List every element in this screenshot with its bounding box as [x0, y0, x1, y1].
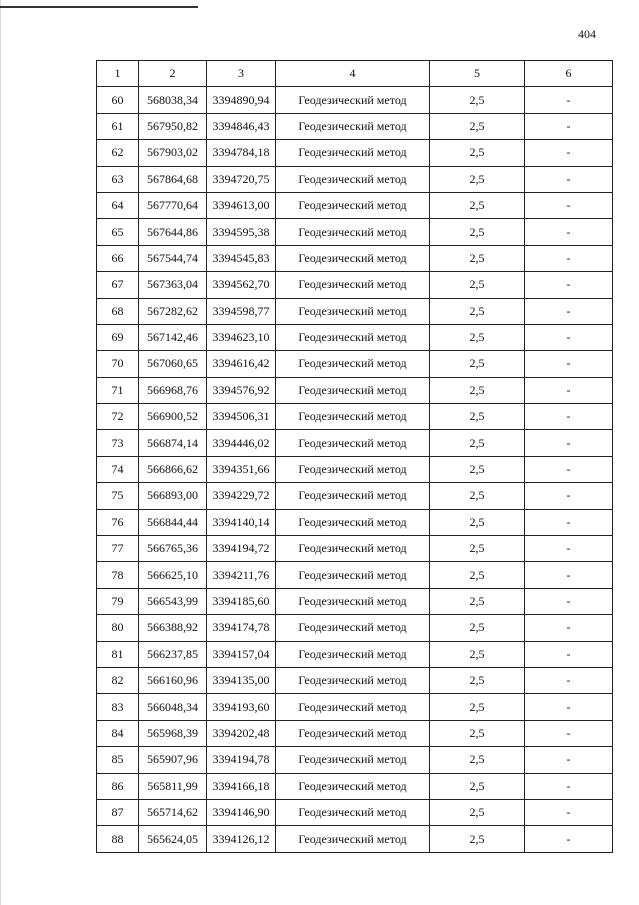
y-coordinate-cell: 3394784,18 [207, 140, 276, 166]
x-coordinate-cell: 566048,34 [139, 694, 207, 720]
point-number-cell: 61 [97, 113, 139, 139]
column-header: 5 [430, 61, 525, 87]
y-coordinate-cell: 3394846,43 [207, 113, 276, 139]
point-number-cell: 68 [97, 298, 139, 324]
method-cell: Геодезический метод [276, 509, 430, 535]
accuracy-cell: 2,5 [430, 456, 525, 482]
table-row [97, 615, 613, 641]
y-coordinate-cell: 3394140,14 [207, 509, 276, 535]
method-cell: Геодезический метод [276, 166, 430, 192]
point-number-cell: 88 [97, 826, 139, 852]
point-number-cell: 85 [97, 747, 139, 773]
note-cell: - [525, 799, 613, 825]
y-coordinate-cell: 3394720,75 [207, 166, 276, 192]
x-coordinate-cell: 567950,82 [139, 113, 207, 139]
point-number-cell: 74 [97, 456, 139, 482]
note-cell: - [525, 351, 613, 377]
method-cell: Геодезический метод [276, 562, 430, 588]
point-number-cell: 62 [97, 140, 139, 166]
x-coordinate-cell: 567903,02 [139, 140, 207, 166]
accuracy-cell: 2,5 [430, 641, 525, 667]
method-cell: Геодезический метод [276, 245, 430, 271]
table-row [97, 456, 613, 482]
accuracy-cell: 2,5 [430, 536, 525, 562]
point-number-cell: 81 [97, 641, 139, 667]
method-cell: Геодезический метод [276, 351, 430, 377]
table-row [97, 113, 613, 139]
method-cell: Геодезический метод [276, 324, 430, 350]
method-cell: Геодезический метод [276, 799, 430, 825]
table-row [97, 509, 613, 535]
y-coordinate-cell: 3394623,10 [207, 324, 276, 350]
note-cell: - [525, 377, 613, 403]
point-number-cell: 87 [97, 799, 139, 825]
page-edge [0, 0, 1, 905]
method-cell: Геодезический метод [276, 773, 430, 799]
y-coordinate-cell: 3394135,00 [207, 667, 276, 693]
column-header: 6 [525, 61, 613, 87]
table-row [97, 87, 613, 113]
note-cell: - [525, 694, 613, 720]
x-coordinate-cell: 566844,44 [139, 509, 207, 535]
table-row [97, 298, 613, 324]
table-row [97, 720, 613, 746]
note-cell: - [525, 298, 613, 324]
note-cell: - [525, 87, 613, 113]
page-number: 404 [578, 27, 596, 41]
accuracy-cell: 2,5 [430, 324, 525, 350]
table-row [97, 536, 613, 562]
header-rule [0, 6, 198, 8]
note-cell: - [525, 588, 613, 614]
accuracy-cell: 2,5 [430, 562, 525, 588]
y-coordinate-cell: 3394562,70 [207, 272, 276, 298]
y-coordinate-cell: 3394157,04 [207, 641, 276, 667]
method-cell: Геодезический метод [276, 430, 430, 456]
accuracy-cell: 2,5 [430, 140, 525, 166]
method-cell: Геодезический метод [276, 588, 430, 614]
accuracy-cell: 2,5 [430, 87, 525, 113]
table-row [97, 826, 613, 852]
accuracy-cell: 2,5 [430, 747, 525, 773]
x-coordinate-cell: 567142,46 [139, 324, 207, 350]
method-cell: Геодезический метод [276, 694, 430, 720]
x-coordinate-cell: 567060,65 [139, 351, 207, 377]
method-cell: Геодезический метод [276, 404, 430, 430]
point-number-cell: 80 [97, 615, 139, 641]
note-cell: - [525, 219, 613, 245]
note-cell: - [525, 509, 613, 535]
accuracy-cell: 2,5 [430, 351, 525, 377]
point-number-cell: 77 [97, 536, 139, 562]
x-coordinate-cell: 566237,85 [139, 641, 207, 667]
coordinates-table [96, 60, 613, 853]
method-cell: Геодезический метод [276, 641, 430, 667]
note-cell: - [525, 404, 613, 430]
accuracy-cell: 2,5 [430, 377, 525, 403]
note-cell: - [525, 615, 613, 641]
column-header: 3 [207, 61, 276, 87]
accuracy-cell: 2,5 [430, 667, 525, 693]
point-number-cell: 67 [97, 272, 139, 298]
table-row [97, 351, 613, 377]
y-coordinate-cell: 3394446,02 [207, 430, 276, 456]
method-cell: Геодезический метод [276, 113, 430, 139]
note-cell: - [525, 562, 613, 588]
note-cell: - [525, 245, 613, 271]
note-cell: - [525, 667, 613, 693]
accuracy-cell: 2,5 [430, 694, 525, 720]
table-row [97, 641, 613, 667]
note-cell: - [525, 826, 613, 852]
table-row [97, 483, 613, 509]
y-coordinate-cell: 3394545,83 [207, 245, 276, 271]
x-coordinate-cell: 566160,96 [139, 667, 207, 693]
y-coordinate-cell: 3394576,92 [207, 377, 276, 403]
note-cell: - [525, 113, 613, 139]
note-cell: - [525, 192, 613, 218]
table-row [97, 324, 613, 350]
table-row [97, 192, 613, 218]
point-number-cell: 79 [97, 588, 139, 614]
accuracy-cell: 2,5 [430, 298, 525, 324]
accuracy-cell: 2,5 [430, 720, 525, 746]
x-coordinate-cell: 566765,36 [139, 536, 207, 562]
method-cell: Геодезический метод [276, 483, 430, 509]
accuracy-cell: 2,5 [430, 615, 525, 641]
table-row [97, 404, 613, 430]
accuracy-cell: 2,5 [430, 483, 525, 509]
column-header: 4 [276, 61, 430, 87]
table-header-row [97, 61, 613, 87]
y-coordinate-cell: 3394166,18 [207, 773, 276, 799]
method-cell: Геодезический метод [276, 192, 430, 218]
point-number-cell: 71 [97, 377, 139, 403]
method-cell: Геодезический метод [276, 298, 430, 324]
method-cell: Геодезический метод [276, 720, 430, 746]
x-coordinate-cell: 565714,62 [139, 799, 207, 825]
point-number-cell: 65 [97, 219, 139, 245]
method-cell: Геодезический метод [276, 377, 430, 403]
x-coordinate-cell: 565968,39 [139, 720, 207, 746]
x-coordinate-cell: 566388,92 [139, 615, 207, 641]
accuracy-cell: 2,5 [430, 166, 525, 192]
x-coordinate-cell: 566625,10 [139, 562, 207, 588]
accuracy-cell: 2,5 [430, 826, 525, 852]
table-body [97, 87, 613, 852]
method-cell: Геодезический метод [276, 615, 430, 641]
x-coordinate-cell: 567770,64 [139, 192, 207, 218]
y-coordinate-cell: 3394202,48 [207, 720, 276, 746]
point-number-cell: 63 [97, 166, 139, 192]
y-coordinate-cell: 3394194,78 [207, 747, 276, 773]
column-header: 2 [139, 61, 207, 87]
table-row [97, 219, 613, 245]
note-cell: - [525, 456, 613, 482]
table-row [97, 166, 613, 192]
accuracy-cell: 2,5 [430, 192, 525, 218]
note-cell: - [525, 773, 613, 799]
method-cell: Геодезический метод [276, 87, 430, 113]
table-row [97, 799, 613, 825]
point-number-cell: 78 [97, 562, 139, 588]
note-cell: - [525, 747, 613, 773]
y-coordinate-cell: 3394351,66 [207, 456, 276, 482]
note-cell: - [525, 324, 613, 350]
y-coordinate-cell: 3394185,60 [207, 588, 276, 614]
method-cell: Геодезический метод [276, 219, 430, 245]
y-coordinate-cell: 3394595,38 [207, 219, 276, 245]
y-coordinate-cell: 3394126,12 [207, 826, 276, 852]
accuracy-cell: 2,5 [430, 113, 525, 139]
table-row [97, 562, 613, 588]
y-coordinate-cell: 3394174,78 [207, 615, 276, 641]
x-coordinate-cell: 567363,04 [139, 272, 207, 298]
y-coordinate-cell: 3394890,94 [207, 87, 276, 113]
table-row [97, 140, 613, 166]
table-row [97, 588, 613, 614]
x-coordinate-cell: 565624,05 [139, 826, 207, 852]
note-cell: - [525, 140, 613, 166]
point-number-cell: 84 [97, 720, 139, 746]
table-row [97, 377, 613, 403]
x-coordinate-cell: 567864,68 [139, 166, 207, 192]
x-coordinate-cell: 566893,00 [139, 483, 207, 509]
table-row [97, 667, 613, 693]
y-coordinate-cell: 3394193,60 [207, 694, 276, 720]
table-row [97, 430, 613, 456]
point-number-cell: 73 [97, 430, 139, 456]
x-coordinate-cell: 567644,86 [139, 219, 207, 245]
point-number-cell: 82 [97, 667, 139, 693]
accuracy-cell: 2,5 [430, 799, 525, 825]
x-coordinate-cell: 566866,62 [139, 456, 207, 482]
method-cell: Геодезический метод [276, 536, 430, 562]
point-number-cell: 70 [97, 351, 139, 377]
note-cell: - [525, 272, 613, 298]
point-number-cell: 75 [97, 483, 139, 509]
note-cell: - [525, 430, 613, 456]
y-coordinate-cell: 3394146,90 [207, 799, 276, 825]
column-header: 1 [97, 61, 139, 87]
x-coordinate-cell: 565907,96 [139, 747, 207, 773]
accuracy-cell: 2,5 [430, 588, 525, 614]
note-cell: - [525, 483, 613, 509]
y-coordinate-cell: 3394506,31 [207, 404, 276, 430]
x-coordinate-cell: 568038,34 [139, 87, 207, 113]
x-coordinate-cell: 566543,99 [139, 588, 207, 614]
x-coordinate-cell: 565811,99 [139, 773, 207, 799]
note-cell: - [525, 720, 613, 746]
y-coordinate-cell: 3394598,77 [207, 298, 276, 324]
method-cell: Геодезический метод [276, 456, 430, 482]
x-coordinate-cell: 566900,52 [139, 404, 207, 430]
table-row [97, 747, 613, 773]
y-coordinate-cell: 3394194,72 [207, 536, 276, 562]
accuracy-cell: 2,5 [430, 245, 525, 271]
x-coordinate-cell: 567544,74 [139, 245, 207, 271]
table-row [97, 245, 613, 271]
point-number-cell: 72 [97, 404, 139, 430]
point-number-cell: 60 [97, 87, 139, 113]
y-coordinate-cell: 3394616,42 [207, 351, 276, 377]
method-cell: Геодезический метод [276, 667, 430, 693]
point-number-cell: 83 [97, 694, 139, 720]
table-row [97, 272, 613, 298]
x-coordinate-cell: 567282,62 [139, 298, 207, 324]
method-cell: Геодезический метод [276, 826, 430, 852]
method-cell: Геодезический метод [276, 272, 430, 298]
table-row [97, 773, 613, 799]
accuracy-cell: 2,5 [430, 509, 525, 535]
method-cell: Геодезический метод [276, 140, 430, 166]
accuracy-cell: 2,5 [430, 219, 525, 245]
accuracy-cell: 2,5 [430, 430, 525, 456]
accuracy-cell: 2,5 [430, 773, 525, 799]
y-coordinate-cell: 3394229,72 [207, 483, 276, 509]
table-row [97, 694, 613, 720]
accuracy-cell: 2,5 [430, 404, 525, 430]
note-cell: - [525, 166, 613, 192]
accuracy-cell: 2,5 [430, 272, 525, 298]
method-cell: Геодезический метод [276, 747, 430, 773]
note-cell: - [525, 641, 613, 667]
y-coordinate-cell: 3394613,00 [207, 192, 276, 218]
point-number-cell: 69 [97, 324, 139, 350]
x-coordinate-cell: 566874,14 [139, 430, 207, 456]
point-number-cell: 64 [97, 192, 139, 218]
y-coordinate-cell: 3394211,76 [207, 562, 276, 588]
note-cell: - [525, 536, 613, 562]
point-number-cell: 86 [97, 773, 139, 799]
point-number-cell: 66 [97, 245, 139, 271]
point-number-cell: 76 [97, 509, 139, 535]
x-coordinate-cell: 566968,76 [139, 377, 207, 403]
